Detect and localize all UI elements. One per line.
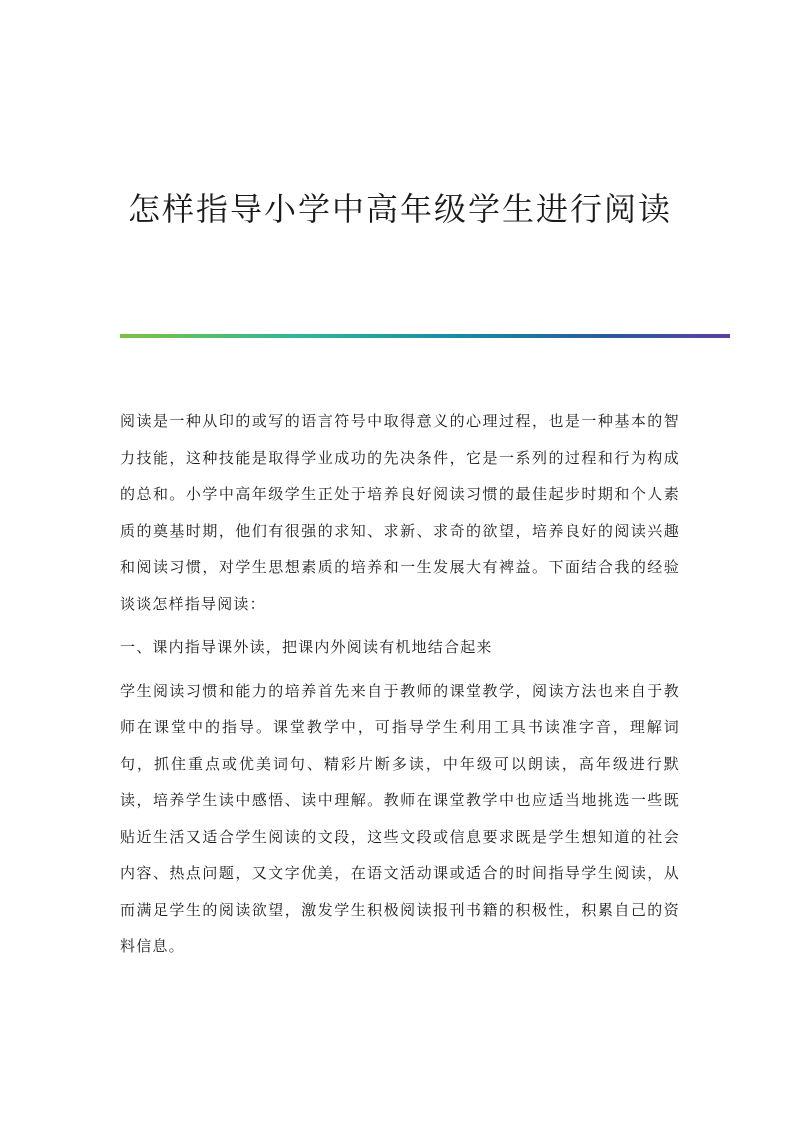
gradient-divider [120, 334, 730, 338]
document-title: 怎样指导小学中高年级学生进行阅读 [127, 190, 672, 228]
body-paragraph: 学生阅读习惯和能力的培养首先来自于教师的课堂教学，阅读方法也来自于教师在课堂中的指导。课堂教学中，可指导学生利用工具书读准字音，理解词句，抓住重点或优美词句、精彩片断多读，中年级可以朗读，高年级进行默读，培养学生读中感悟、读中理解。教师在课堂教学中也应适当地挑选一些既贴近生活又适合学生阅读的文段，这些文段或信息要求既是学生想知道的社会内容、热点问题，又文字优美，在语文活动课或适合的时间指导学生阅读，从而满足学生的阅读欲望，激发学生积极阅读报刊书籍的积极性，积累自己的资料信息。 [120, 681, 680, 955]
document-body [120, 403, 680, 972]
section-heading: 一、课内指导课外读，把课内外阅读有机地结合起来 [120, 638, 493, 656]
intro-paragraph: 阅读是一种从印的或写的语言符号中取得意义的心理过程，也是一种基本的智力技能，这种技能是取得学业成功的先决条件，它是一系列的过程和行为构成的总和。小学中高年级学生正处于培养良好阅读习惯的最佳起步时期和个人素质的奠基时期，他们有很强的求知、求新、求奇的欲望，培养良好的阅读兴趣和阅读习惯，对学生思想素质的培养和一生发展大有裨益。下面结合我的经验谈谈怎样指导阅读： [120, 412, 680, 613]
